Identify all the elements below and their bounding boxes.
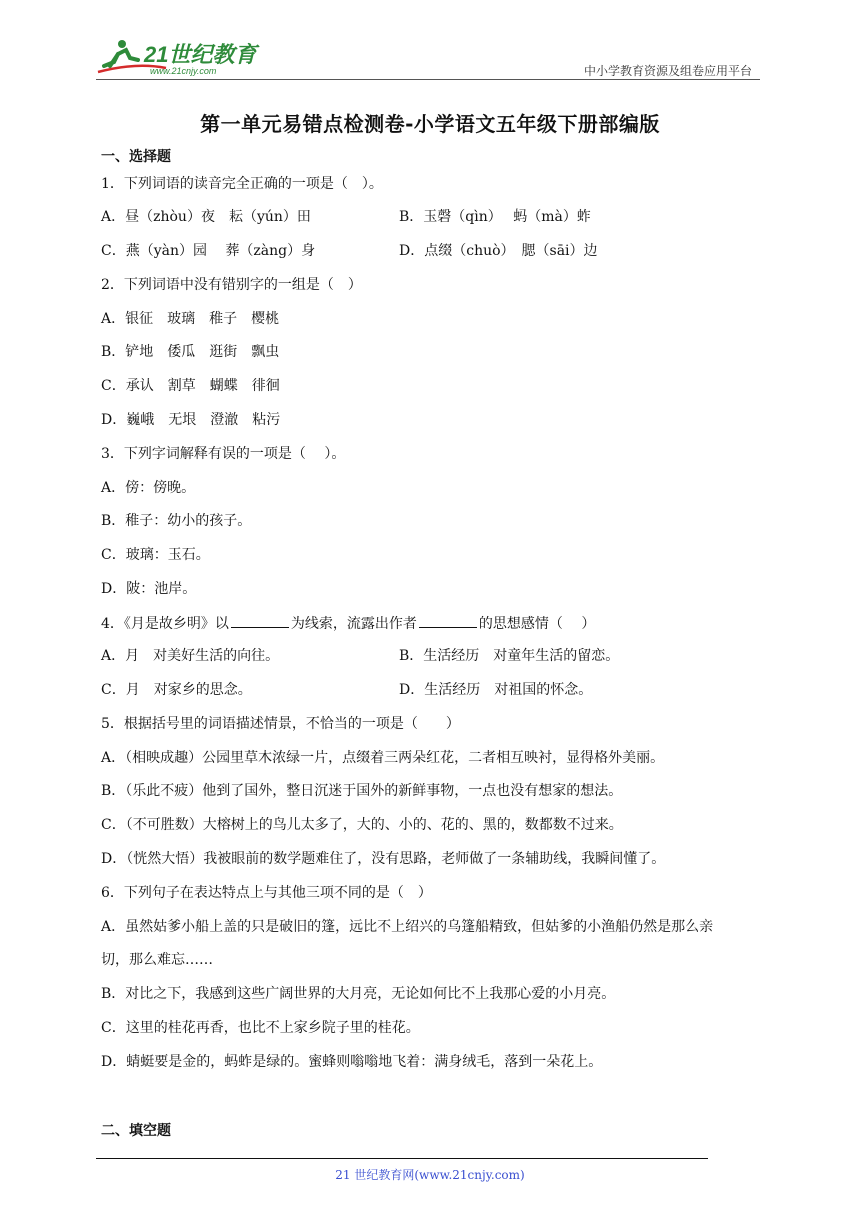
question-6-option-a-line1: A．虽然姑爹小船上盖的只是破旧的篷，远比不上绍兴的乌篷船精致，但姑爹的小渔船仍然是那么亲 bbox=[101, 919, 714, 935]
svg-text:www.21cnjy.com: www.21cnjy.com bbox=[150, 66, 217, 76]
question-3-option-c: C．玻璃：玉石。 bbox=[101, 547, 210, 563]
question-4-stem-part3: 的思想感情（ ） bbox=[478, 616, 596, 632]
question-3-option-d: D．陂：池岸。 bbox=[101, 581, 197, 597]
question-4-option-a: A．月 对美好生活的向往。 bbox=[101, 648, 280, 664]
question-4-stem-part2: 为线索，流露出作者 bbox=[290, 616, 417, 632]
section-heading-choice: 一、选择题 bbox=[101, 149, 171, 165]
question-3-option-b: B．稚子：幼小的孩子。 bbox=[101, 513, 252, 529]
question-1-option-b: B．玉磬（qìn） 蚂（mà）蚱 bbox=[399, 209, 591, 225]
question-2-option-a: A．银征 玻璃 稚子 樱桃 bbox=[101, 311, 280, 327]
answer-blank-1[interactable] bbox=[231, 612, 289, 628]
footer-divider bbox=[96, 1158, 708, 1159]
question-6-option-a-line2: 切，那么难忘…… bbox=[101, 952, 213, 968]
question-2-option-b: B．铲地 倭瓜 逛街 飘虫 bbox=[101, 344, 280, 360]
question-6-option-c: C．这里的桂花再香，也比不上家乡院子里的桂花。 bbox=[101, 1020, 420, 1036]
question-4-option-c: C．月 对家乡的思念。 bbox=[101, 682, 252, 698]
question-6-option-b: B．对比之下，我感到这些广阔世界的大月亮，无论如何比不上我那心爱的小月亮。 bbox=[101, 986, 616, 1002]
platform-name: 中小学教育资源及组卷应用平台 bbox=[583, 64, 752, 78]
question-1-stem: 1．下列词语的读音完全正确的一项是（ ）。 bbox=[101, 176, 383, 192]
svg-text:21世纪教育: 21世纪教育 bbox=[144, 42, 257, 67]
question-5-option-a: A．（相映成趣）公园里草木浓绿一片，点缀着三两朵红花，二者相互映衬，显得格外美丽。 bbox=[101, 750, 665, 766]
page-title: 第一单元易错点检测卷-小学语文五年级下册部编版 bbox=[200, 112, 660, 136]
question-2-stem: 2．下列词语中没有错别字的一组是（ ） bbox=[101, 277, 362, 293]
question-6-option-d: D．蜻蜓要是金的，蚂蚱是绿的。蜜蜂则嗡嗡地飞着：满身绒毛，落到一朵花上。 bbox=[101, 1054, 603, 1070]
question-1-option-d: D．点缀（chuò） 腮（sāi）边 bbox=[399, 243, 598, 259]
footer-link[interactable]: 21 世纪教育网(www.21cnjy.com) bbox=[335, 1168, 525, 1182]
header-divider bbox=[96, 79, 760, 80]
question-4-option-d: D．生活经历 对祖国的怀念。 bbox=[399, 682, 593, 698]
question-3-stem: 3．下列字词解释有误的一项是（ ）。 bbox=[101, 446, 346, 462]
question-4-stem-part1: 4．《月是故乡明》以 bbox=[101, 616, 229, 632]
question-2-option-c: C．承认 割草 蝴蝶 徘徊 bbox=[101, 378, 280, 394]
question-1-option-c: C．燕（yàn）园 葬（zàng）身 bbox=[101, 243, 316, 259]
question-6-stem: 6．下列句子在表达特点上与其他三项不同的是（ ） bbox=[101, 885, 432, 901]
question-5-stem: 5．根据括号里的词语描述情景，不恰当的一项是（ ） bbox=[101, 716, 460, 732]
question-3-option-a: A．傍：傍晚。 bbox=[101, 480, 196, 496]
question-5-option-c: C．（不可胜数）大榕树上的鸟儿太多了，大的、小的、花的、黑的，数都数不过来。 bbox=[101, 817, 623, 833]
question-4-option-b: B．生活经历 对童年生活的留恋。 bbox=[399, 648, 620, 664]
question-2-option-d: D．巍峨 无垠 澄澈 粘污 bbox=[101, 412, 281, 428]
question-5-option-b: B．（乐此不疲）他到了国外，整日沉迷于国外的新鲜事物，一点也没有想家的想法。 bbox=[101, 783, 623, 799]
question-1-option-a: A．昼（zhòu）夜 耘（yún）田 bbox=[101, 209, 311, 225]
question-4-stem bbox=[101, 612, 595, 634]
question-5-option-d: D．（恍然大悟）我被眼前的数学题难住了，没有思路，老师做了一条辅助线，我瞬间懂了。 bbox=[101, 851, 666, 867]
section-heading-fill: 二、填空题 bbox=[101, 1123, 171, 1139]
answer-blank-2[interactable] bbox=[419, 612, 477, 628]
site-logo bbox=[96, 36, 266, 78]
